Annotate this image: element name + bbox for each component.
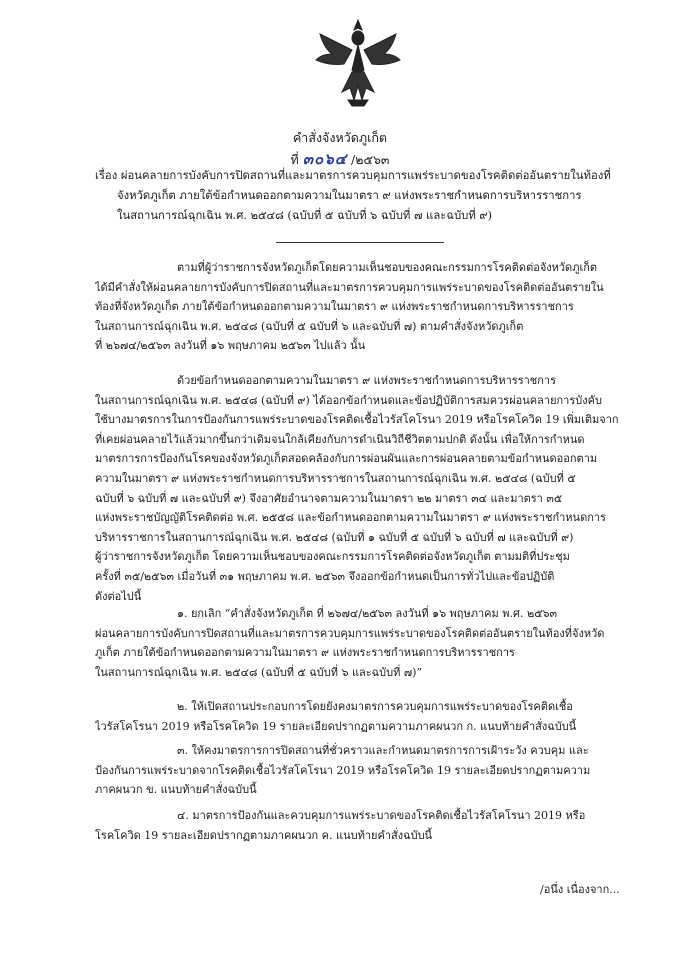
text-line: ผู้ว่าราชการจังหวัดภูเก็ต โดยความเห็นชอบของคณะกรรมการโรคติดต่อจังหวัดภูเก็ต ตามมติที่ประชุม (95, 550, 570, 564)
text-line: ในสถานการณ์ฉุกเฉิน พ.ศ. ๒๕๔๘ (ฉบับที่ ๕ ฉบับที่ ๖ และฉบับที่ ๗)” (95, 665, 423, 679)
text-line: ๑. ยกเลิก “คำสั่งจังหวัดภูเก็ต ที่ ๒๖๗๔/๒๕๖๓ ลงวันที่ ๑๖ พฤษภาคม พ.ศ. ๒๕๖๓ (177, 607, 558, 620)
text-line: ป้องกันการแพร่ระบาดจากโรคติดเชื้อไวรัสโคโรนา 2019 หรือโรคโควิด 19 รายละเอียดปรากฏตามความ (95, 763, 591, 777)
subject-line: จังหวัดภูเก็ต ภายใต้ข้อกำหนดออกตามความในมาตรา ๙ แห่งพระราชกำหนดการบริหารราชการ (117, 189, 582, 202)
subject-line: ผ่อนคลายการบังคับการปิดสถานที่และมาตรการควบคุมการแพร่ระบาดของโรคติดต่ออันตรายในท้องที่ (120, 169, 611, 182)
paragraph-preamble (95, 258, 625, 356)
handwritten-number: ๓๐๖๔ (302, 150, 348, 168)
number-suffix: /๒๕๖๓ (351, 152, 390, 167)
text-line: ดังต่อไปนี้ (95, 589, 142, 603)
text-line: ไวรัสโคโรนา 2019 หรือโรคโควิด 19 รายละเอียดปรากฏตามความภาคผนวก ก. แนบท้ายคำสั่งฉบับนี้ (95, 719, 577, 733)
garuda-emblem-icon (308, 14, 408, 114)
text-line: ผ่อนคลายการบังคับการปิดสถานที่และมาตรการควบคุมการแพร่ระบาดของโรคติดต่ออันตรายในท้องที่จังหวัด (95, 626, 605, 640)
text-line: ฉบับที่ ๖ ฉบับที่ ๗ และฉบับที่ ๙) จึงอาศัยอำนาจตามความในมาตรา ๒๒ มาตรา ๓๔ และมาตรา ๓๕ (95, 491, 563, 505)
subject-line: ในสถานการณ์ฉุกเฉิน พ.ศ. ๒๕๔๘ (ฉบับที่ ๕ ฉบับที่ ๖ ฉบับที่ ๗ และฉบับที่ ๙) (117, 209, 493, 222)
text-line: บริหารราชการในสถานการณ์ฉุกเฉิน พ.ศ. ๒๕๔๘ (ฉบับที่ ๑ ฉบับที่ ๕ ฉบับที่ ๖ ฉบับที่ ๗ และฉบับที่ ๙) (95, 530, 574, 544)
text-line: ท้องที่จังหวัดภูเก็ต ภายใต้ข้อกำหนดออกตามความในมาตรา ๙ แห่งพระราชกำหนดการบริหารราชการ (95, 300, 574, 314)
text-line: แห่งพระราชบัญญัติโรคติดต่อ พ.ศ. ๒๕๕๘ และข้อกำหนดออกตามความในมาตรา ๙ แห่งพระราชกำหนดการ (95, 511, 606, 525)
text-line: ด้วยข้อกำหนดออกตามความในมาตรา ๙ แห่งพระราชกำหนดการบริหารราชการ (177, 374, 556, 387)
continuation-note: /อนึ่ง เนื่องจาก... (540, 883, 620, 896)
paragraph-authority (95, 371, 625, 606)
text-line: ในสถานการณ์ฉุกเฉิน พ.ศ. ๒๕๔๘ (ฉบับที่ ๕ ฉบับที่ ๖ และฉบับที่ ๗) ตามคำสั่งจังหวัดภูเก็ต (95, 319, 524, 333)
number-prefix: ที่ (290, 152, 299, 167)
text-line: ๔. มาตรการป้องกันและควบคุมการแพร่ระบาดของโรคติดเชื้อไวรัสโคโรนา 2019 หรือ (177, 809, 586, 822)
text-line: ๓. ให้คงมาตรการการปิดสถานที่ชั่วคราวและกำหนดมาตรการการเฝ้าระวัง ควบคุม และ (177, 744, 589, 757)
text-line: ได้มีคำสั่งให้ผ่อนคลายการบังคับการปิดสถานที่และมาตรการควบคุมการแพร่ระบาดของโรคติดต่ออันตรายใน (95, 280, 604, 294)
divider (276, 242, 444, 243)
subject-label: เรื่อง (95, 169, 118, 182)
text-line: ครั้งที่ ๓๕/๒๕๖๓ เมื่อวันที่ ๓๑ พฤษภาคม พ.ศ. ๒๕๖๓ จึงออกข้อกำหนดเป็นการทั่วไปและข้อปฏิบัติ (95, 569, 555, 583)
subject-block (95, 166, 625, 226)
order-title: คำสั่งจังหวัดภูเก็ต (292, 130, 388, 145)
text-line: ภูเก็ต ภายใต้ข้อกำหนดออกตามความในมาตรา ๙ แห่งพระราชกำหนดการบริหารราชการ (95, 646, 515, 660)
clause-4 (95, 806, 625, 845)
text-line: ภาคผนวก ข. แนบท้ายคำสั่งฉบับนี้ (95, 783, 257, 797)
text-line: โรคโควิด 19 รายละเอียดปรากฏตามภาคผนวก ค. แนบท้ายคำสั่งฉบับนี้ (95, 828, 433, 842)
clause-3 (95, 741, 625, 800)
text-line: มาตรการการป้องกันโรคของจังหวัดภูเก็ตสอดคล้องกับการผ่อนผันและการผ่อนคลายตามข้อกำหนดออกตาม (95, 452, 598, 466)
text-line: ใช้บางมาตรการในการป้องกันการแพร่ระบาดของโรคติดเชื้อไวรัสโคโรนา 2019 หรือโรคโควิด 19 เพิ่มเติมจาก (95, 413, 619, 427)
clause-2 (95, 697, 625, 736)
text-line: ตามที่ผู้ว่าราชการจังหวัดภูเก็ตโดยความเห็นชอบของคณะกรรมการโรคติดต่อจังหวัดภูเก็ต (177, 261, 598, 274)
text-line: ที่เคยผ่อนคลายไว้แล้วมากขึ้นกว่าเดิมจนใกล้เคียงกับการดำเนินวิถีชีวิตตามปกติ ดังนั้น เพื่อให้การกำหนด (95, 432, 585, 446)
text-line: ความในมาตรา ๙ แห่งพระราชกำหนดการบริหารราชการในสถานการณ์ฉุกเฉิน พ.ศ. ๒๕๔๘ (ฉบับที่ ๕ (95, 471, 576, 485)
text-line: ๒. ให้เปิดสถานประกอบการโดยยังคงมาตรการควบคุมการแพร่ระบาดของโรคติดเชื้อ (177, 700, 573, 713)
text-line: ที่ ๒๖๗๔/๒๕๖๓ ลงวันที่ ๑๖ พฤษภาคม ๒๕๖๓ ไปแล้ว นั้น (95, 339, 366, 353)
clause-1 (95, 604, 625, 682)
text-line: ในสถานการณ์ฉุกเฉิน พ.ศ. ๒๕๔๘ (ฉบับที่ ๙) ได้ออกข้อกำหนดและข้อปฏิบัติการสมควรผ่อนคลายการบังคับ (95, 393, 602, 407)
